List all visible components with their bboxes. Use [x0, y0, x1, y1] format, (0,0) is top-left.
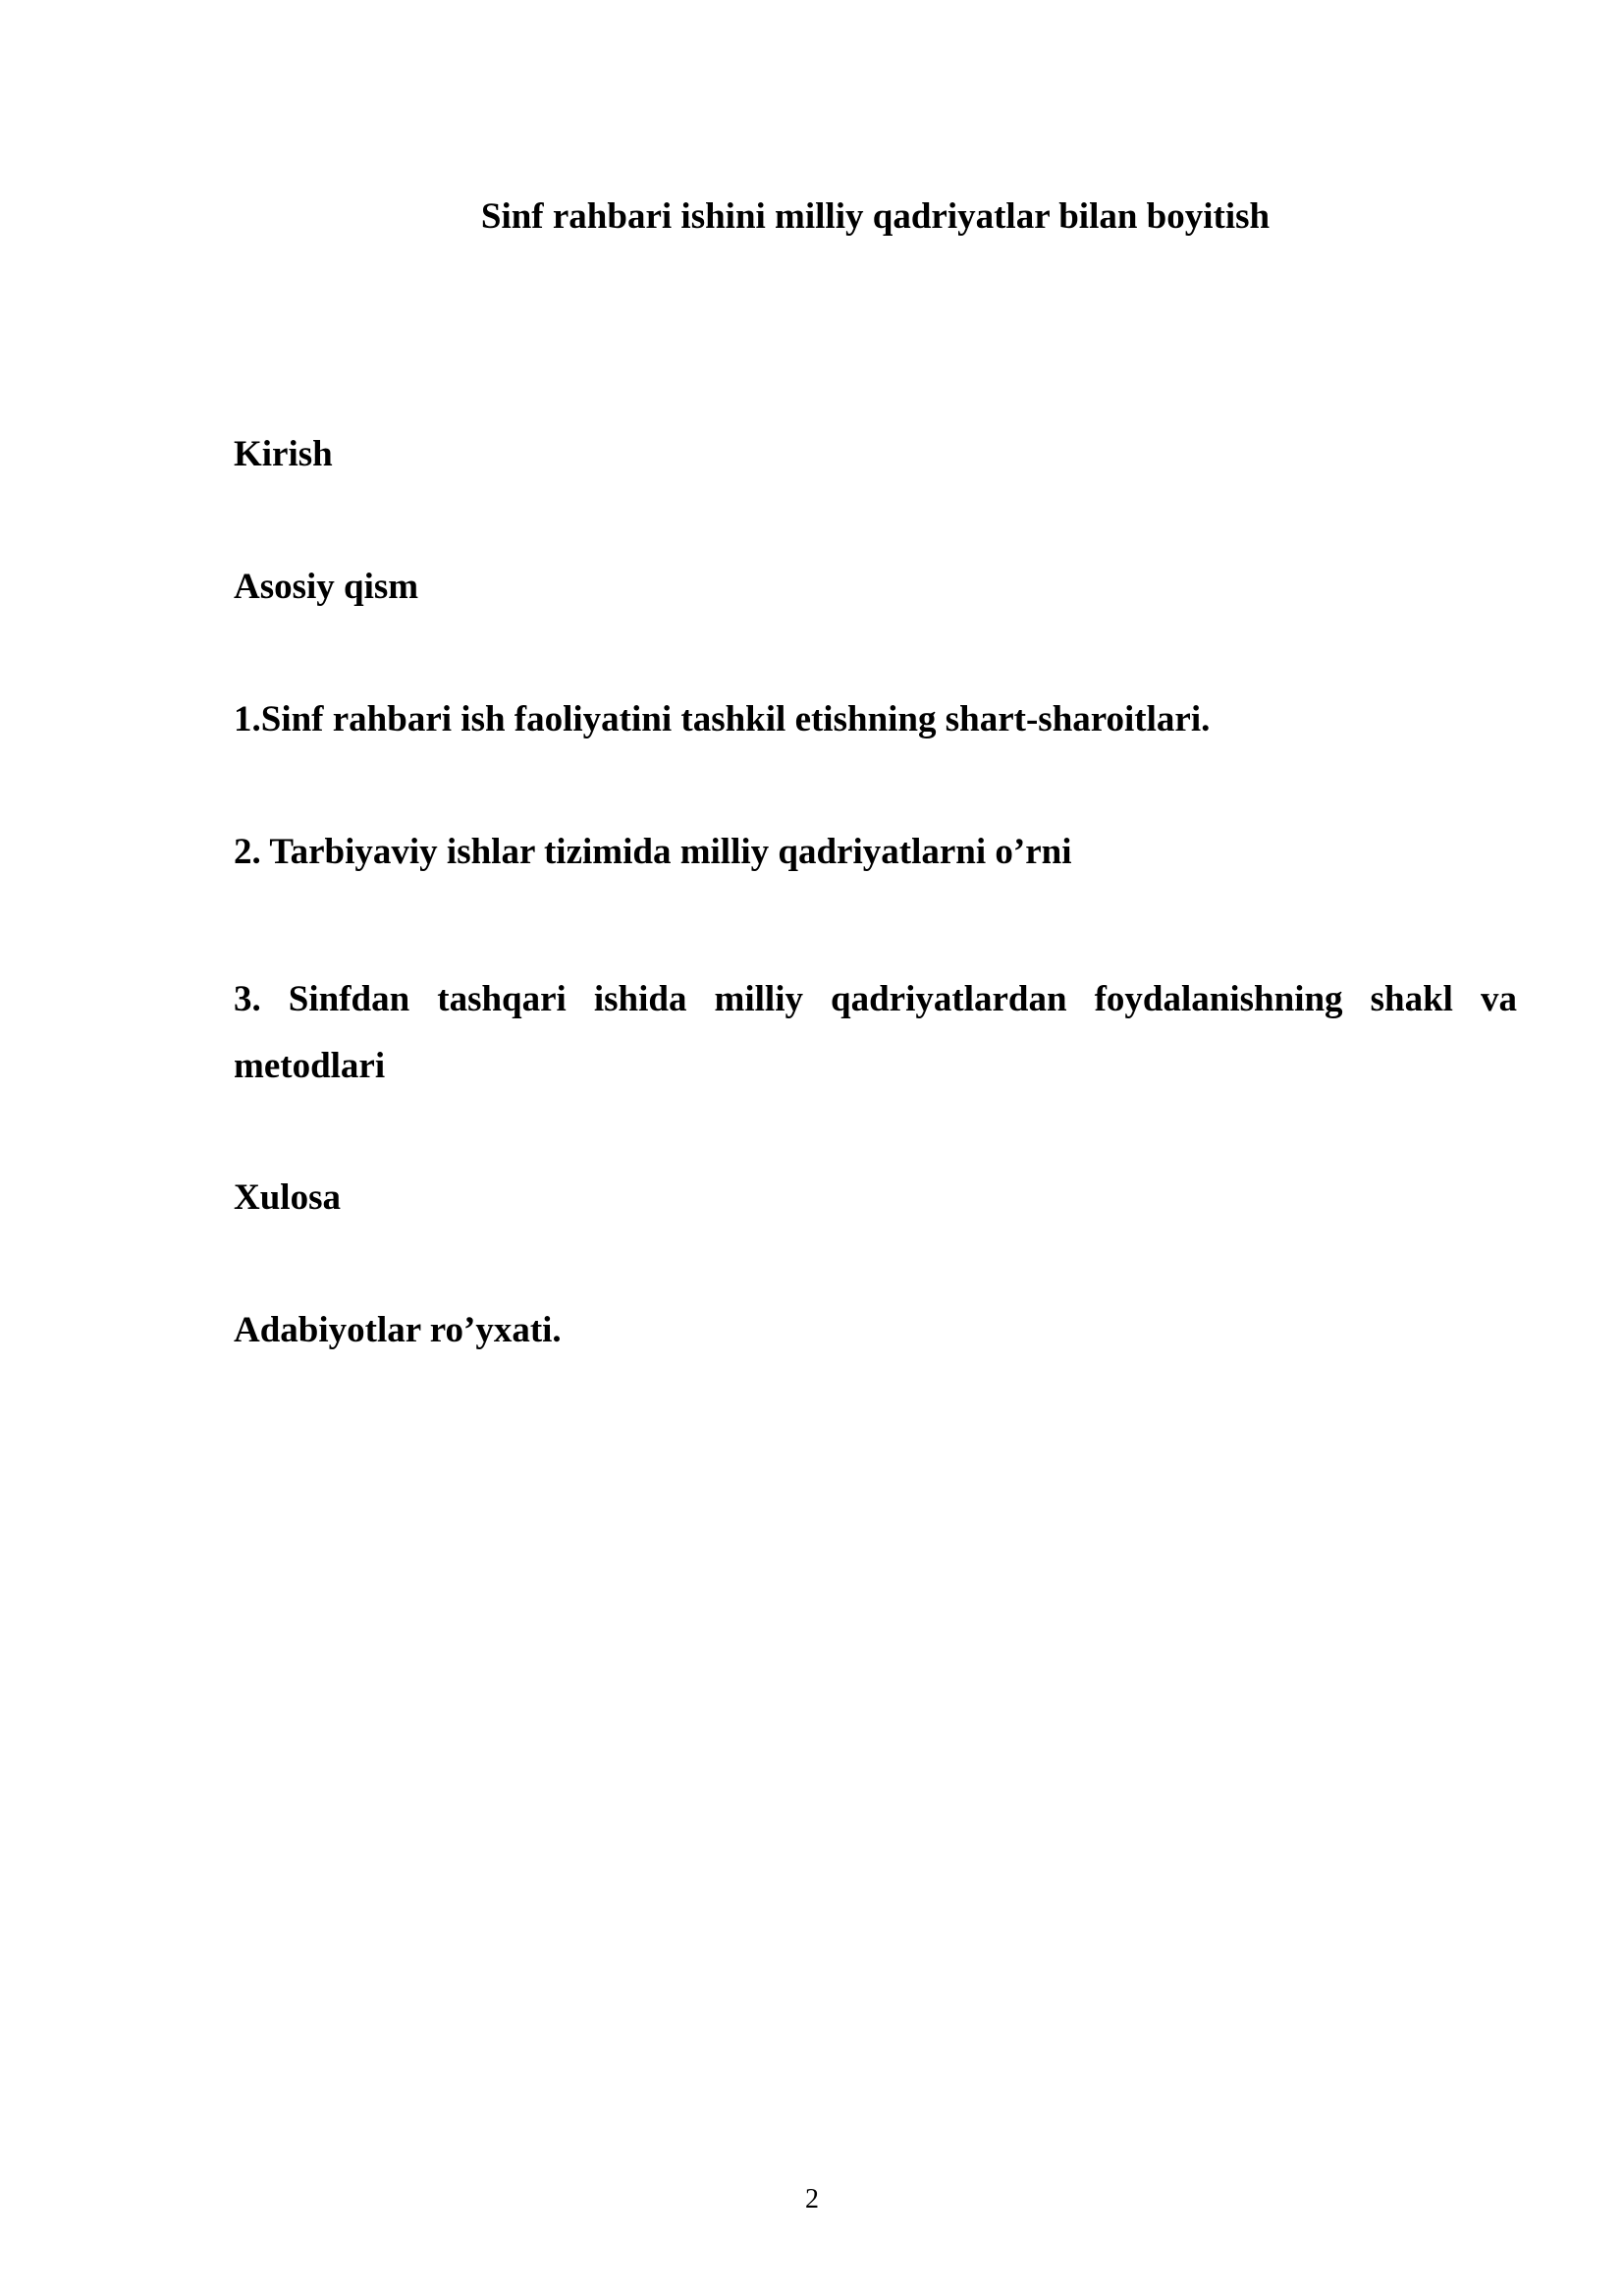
toc-item-section-2: 2. Tarbiyaviy ishlar tizimida milliy qadriyatlarni o’rni	[234, 832, 1072, 872]
toc-item-conclusion: Xulosa	[234, 1177, 341, 1218]
toc-item-section-3: 3. Sinfdan tashqari ishida milliy qadriyatlardan foydalanishning shakl va metodlari	[234, 979, 1517, 1086]
toc-item-section-1: 1.Sinf rahbari ish faoliyatini tashkil etishning shart-sharoitlari.	[234, 699, 1211, 739]
toc-item-intro: Kirish	[234, 434, 333, 474]
page-number: 2	[805, 2184, 819, 2214]
document-title: Sinf rahbari ishini milliy qadriyatlar bilan boyitish	[480, 196, 1271, 237]
toc-item-references: Adabiyotlar ro’yxati.	[234, 1310, 562, 1350]
toc-item-main-part: Asosiy qism	[234, 567, 419, 607]
